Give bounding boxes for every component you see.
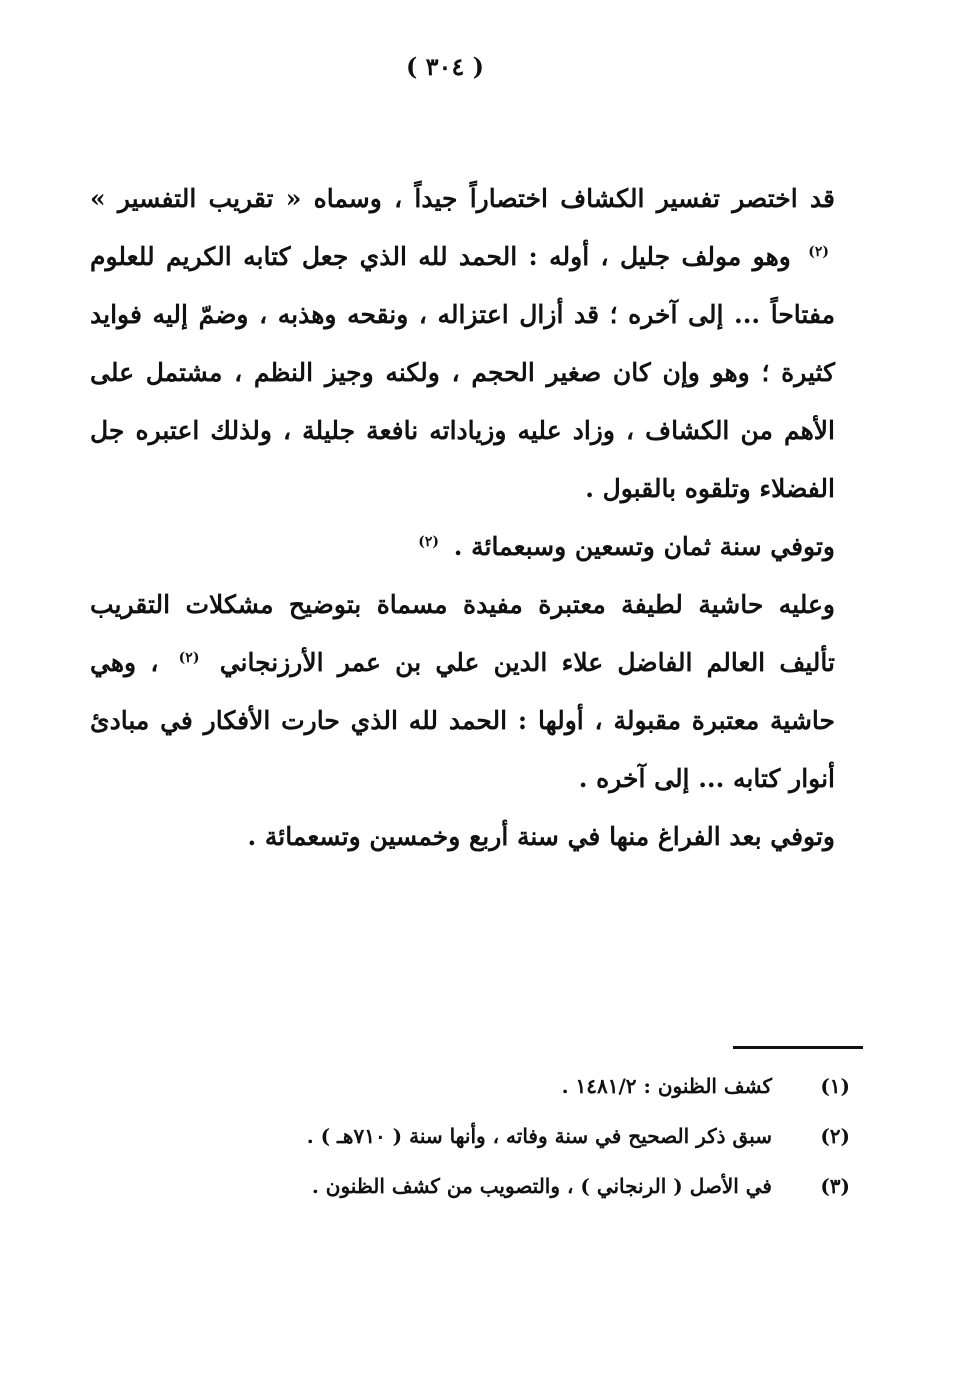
footnote-reference: (٢)	[808, 243, 829, 260]
footnote-text: سبق ذكر الصحيح في سنة وفاته ، وأنها سنة ( ٧١٠هـ ) .	[306, 1124, 772, 1148]
paragraph	[90, 170, 835, 518]
footnote-item	[240, 1174, 850, 1224]
paragraph	[90, 808, 835, 866]
paragraph	[90, 518, 835, 576]
footnote-number: (٣)	[820, 1174, 850, 1198]
footnote-text: كشف الظنون : ١٤٨١/٢ .	[561, 1074, 772, 1098]
paragraph-text: وتوفي سنة ثمان وتسعين وسبعمائة .	[453, 532, 835, 561]
paragraph-text: قد اختصر تفسير الكشاف اختصاراً جيداً ، وسماه « تقريب التفسير »	[90, 184, 835, 213]
footnote-reference: (٢)	[178, 649, 200, 666]
footnotes	[240, 1074, 850, 1224]
paragraph	[90, 576, 835, 808]
paragraph-text-continued: وهو مولف جليل ، أوله : الحمد لله الذي جعل كتابه الكريم للعلوم مفتاحاً ... إلى آخره ؛ قد أزال اعتزاله ، ونقحه وهذبه ، وضمّ إليه فوايد كثيرة ؛ وهو وإن كان صغير الحجم ، ولكنه وجيز النظم ، مشتمل على الأهم من الكشاف ، وزاد عليه وزياداته نافعة جليلة ، ولذلك اعتبره جل الفضلاء وتلقوه بالقبول .	[90, 242, 835, 503]
footnote-divider	[733, 1046, 863, 1049]
main-text	[90, 170, 835, 866]
footnote-text: في الأصل ( الرنجاني ) ، والتصويب من كشف الظنون .	[311, 1174, 772, 1198]
footnote-item	[240, 1074, 850, 1124]
page-number: ( ٣٠٤ )	[405, 52, 485, 81]
paragraph-text-continued: ، وهي حاشية معتبرة مقبولة ، أولها : الحمد لله الذي حارت الأفكار في مبادئ أنوار كتابه ... إلى آخره .	[90, 648, 835, 793]
paragraph-text: وعليه حاشية لطيفة معتبرة مفيدة مسماة بتوضيح مشكلات التقريب تأليف العالم الفاضل علاء الدين علي بن عمر الأرزنجاني	[90, 590, 835, 677]
footnote-item	[240, 1124, 850, 1174]
paragraph-text: وتوفي بعد الفراغ منها في سنة أربع وخمسين وتسعمائة .	[247, 822, 835, 851]
footnote-number: (١)	[820, 1074, 850, 1098]
footnote-number: (٢)	[820, 1124, 850, 1148]
footnote-reference: (٢)	[418, 533, 440, 550]
